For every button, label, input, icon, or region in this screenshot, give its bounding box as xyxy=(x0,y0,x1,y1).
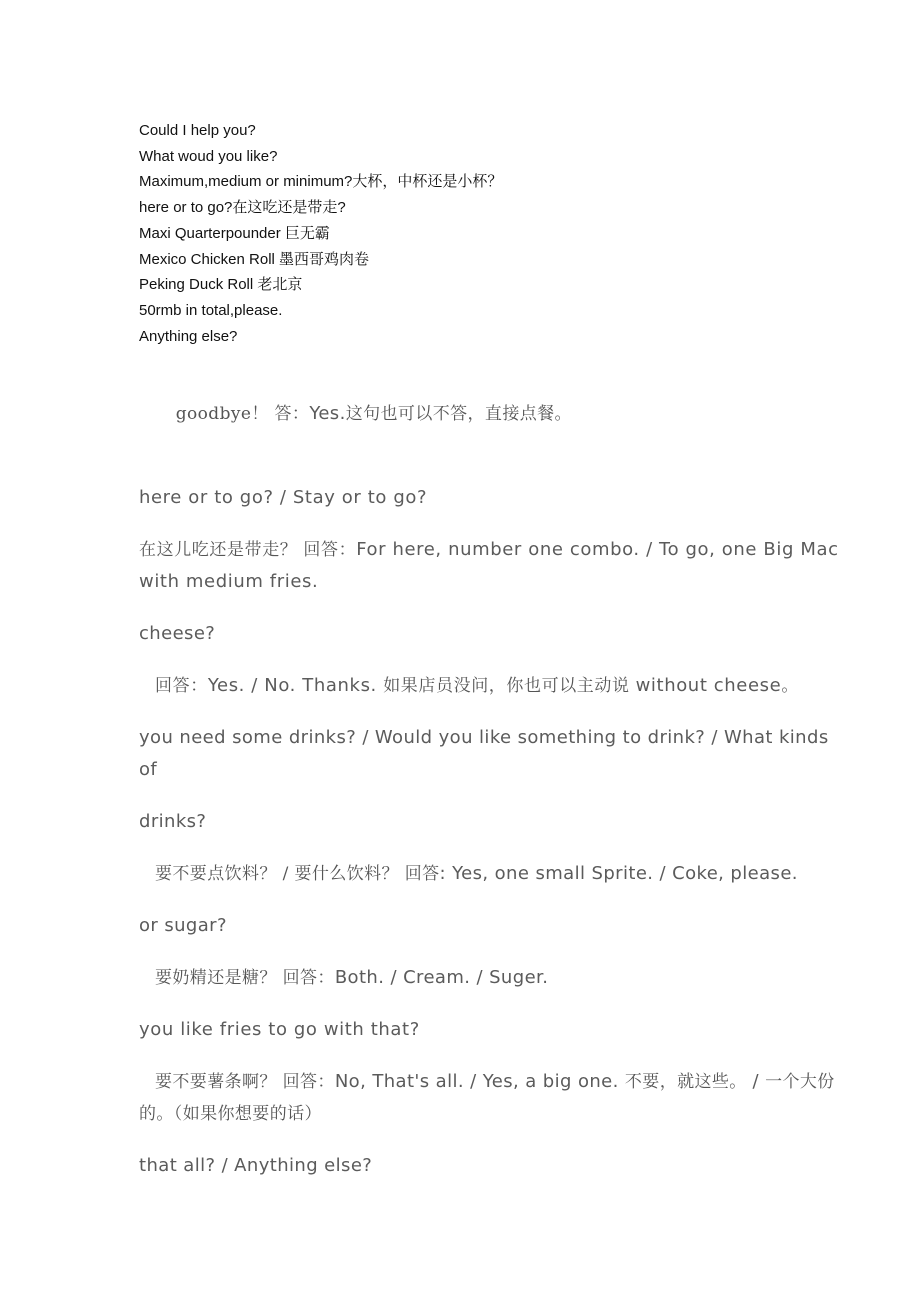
note-text: 回答： xyxy=(155,676,208,696)
note-text: or sugar? xyxy=(139,915,227,936)
note-goodbye xyxy=(139,366,839,462)
note-text: 要不要薯条啊？ 回答： xyxy=(155,1072,335,1092)
phrase-line: Maximum,medium or minimum?大杯，中杯还是小杯？ xyxy=(139,173,503,191)
phrase-line: 50rmb in total,please. xyxy=(139,301,283,319)
note-that-all xyxy=(139,1150,839,1182)
note-here-or-to-go xyxy=(139,482,839,514)
note-text: No, That's all. / Yes, a big one. xyxy=(334,1071,625,1092)
note-drinks-question xyxy=(139,722,839,786)
note-text: cheese? xyxy=(139,623,216,644)
note-text: : Yes, one small Sprite. / Coke, please. xyxy=(439,863,798,884)
note-drinks-answer xyxy=(139,858,839,890)
note-text: 要不要点饮料？ / 要什么饮料？ 回答 xyxy=(155,864,440,884)
note-text: Yes. xyxy=(309,403,346,424)
phrase-line: Could I help you? xyxy=(139,122,256,139)
note-fries xyxy=(139,1014,839,1046)
phrase-line: What woud you like? xyxy=(139,147,278,165)
note-text: drinks? xyxy=(139,811,207,832)
note-text: goodbye！ 答： xyxy=(175,404,310,424)
phrase-line: Peking Duck Roll 老北京 xyxy=(139,276,303,294)
notes-section xyxy=(139,366,845,1202)
note-sugar xyxy=(139,910,839,942)
note-text: 在这儿吃还是带走？ 回答： xyxy=(139,540,357,560)
note-fries-answer xyxy=(139,1066,839,1130)
note-text: 不要，就这些。 xyxy=(624,1072,753,1092)
note-sugar-answer xyxy=(139,962,839,994)
note-text: 要奶精还是糖？ 回答： xyxy=(155,968,335,988)
note-here-answer xyxy=(139,534,845,598)
note-text: 如果店员没问，你也可以主动说 xyxy=(383,676,636,696)
phrase-line: here or to go?在这吃还是带走? xyxy=(139,199,346,217)
note-text: 一个大份的。（如果你想要的话） xyxy=(139,1072,835,1124)
note-text: For here, number one combo. / To go, one Big Mac with medium fries. xyxy=(139,539,845,592)
phrase-line: Maxi Quarterpounder 巨无霸 xyxy=(139,224,330,242)
note-text: Yes. / No. Thanks. xyxy=(207,675,384,696)
note-cheese xyxy=(139,618,839,650)
note-text: without cheese xyxy=(635,675,782,696)
note-drinks xyxy=(139,806,839,838)
phrase-line: Anything else? xyxy=(139,327,238,345)
note-text: here or to go? / Stay or to go? xyxy=(139,487,428,508)
note-text: you like fries to go with that? xyxy=(139,1019,420,1040)
dialogue-phrase-list xyxy=(139,118,839,349)
phrase-line: Mexico Chicken Roll 墨西哥鸡肉卷 xyxy=(139,250,370,268)
note-text: 。 xyxy=(781,676,799,696)
note-text: 这句也可以不答，直接点餐。 xyxy=(345,404,572,424)
note-text: that all? / Anything else? xyxy=(139,1155,373,1176)
note-cheese-answer xyxy=(139,670,839,702)
note-text: you need some drinks? / Would you like something to drink? / What kinds of xyxy=(139,727,835,780)
note-text: Both. / Cream. / Suger. xyxy=(334,967,549,988)
note-text: / xyxy=(752,1071,766,1092)
